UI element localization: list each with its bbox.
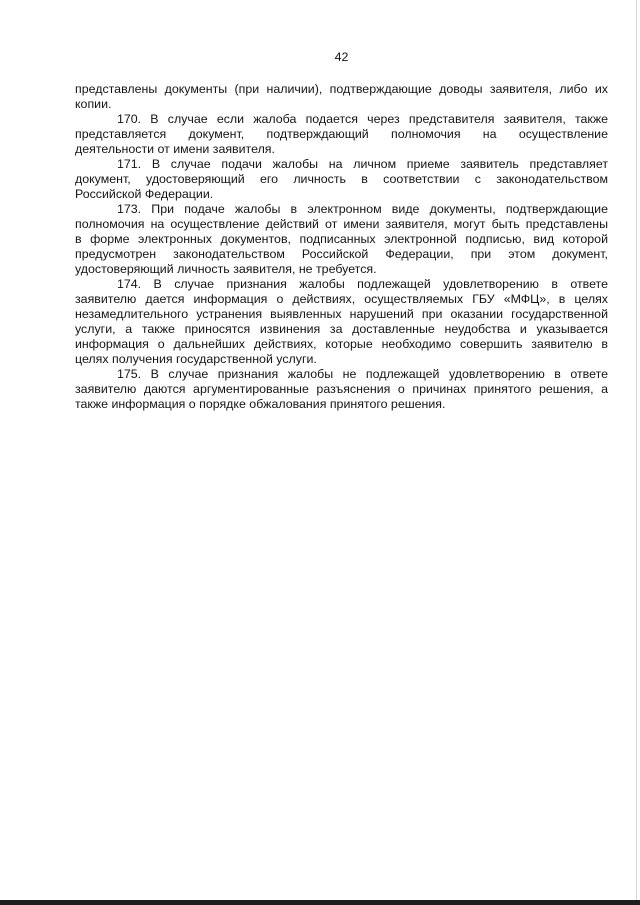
text-line: незамедлительного устранения выявленных нарушений при оказании государственной: [75, 307, 608, 321]
text-line: удостоверяющий личность заявителя, не требуется.: [75, 262, 377, 276]
text-line: 173. При подаче жалобы в электронном виде документы, подтверждающие: [117, 202, 608, 216]
text-line: полномочия на осуществление действий от имени заявителя, могут быть представлены: [75, 217, 608, 231]
paragraph-174: [75, 277, 608, 367]
text-line: деятельности от имени заявителя.: [75, 142, 275, 156]
text-line: Российской Федерации.: [75, 187, 214, 201]
text-line: заявителю дается информация о действиях, осуществляемых ГБУ «МФЦ», в целях: [75, 292, 608, 306]
paragraph-170: [75, 112, 608, 157]
text-line: в форме электронных документов, подписанных электронной подписью, вид которой: [75, 232, 608, 246]
text-line: документ, удостоверяющий его личность в соответствии с законодательством: [75, 172, 608, 186]
scan-edge-bottom: [0, 900, 640, 905]
page-number: 42: [334, 50, 349, 64]
text-line: представляется документ, подтверждающий полномочия на осуществление: [75, 127, 608, 141]
text-line: 171. В случае подачи жалобы на личном приеме заявитель представляет: [117, 157, 608, 171]
text-line: 175. В случае признания жалобы не подлежащей удовлетворению в ответе: [117, 367, 608, 381]
text-line: представлены документы (при наличии), подтверждающие доводы заявителя, либо их: [75, 82, 608, 96]
text-line: 174. В случае признания жалобы подлежащей удовлетворению в ответе: [117, 277, 608, 291]
text-line: услуги, а также приносятся извинения за доставленные неудобства и указывается: [75, 322, 608, 336]
text-line: информация о дальнейших действиях, которые необходимо совершить заявителю в: [75, 337, 608, 351]
text-line: предусмотрен законодательством Российской Федерации, при этом документ,: [75, 247, 608, 261]
text-line: целях получения государственной услуги.: [75, 352, 317, 366]
text-line: заявителю даются аргументированные разъяснения о причинах принятого решения, а: [75, 382, 608, 396]
document-body: [75, 82, 608, 412]
paragraph-173: [75, 202, 608, 277]
paragraph-continuation: [75, 82, 608, 112]
text-line: копии.: [75, 97, 112, 111]
text-line: также информация о порядке обжалования принятого решения.: [75, 397, 446, 411]
scan-edge-right: [636, 0, 637, 905]
paragraph-175: [75, 367, 608, 412]
text-line: 170. В случае если жалоба подается через представителя заявителя, также: [117, 112, 608, 126]
paragraph-171: [75, 157, 608, 202]
